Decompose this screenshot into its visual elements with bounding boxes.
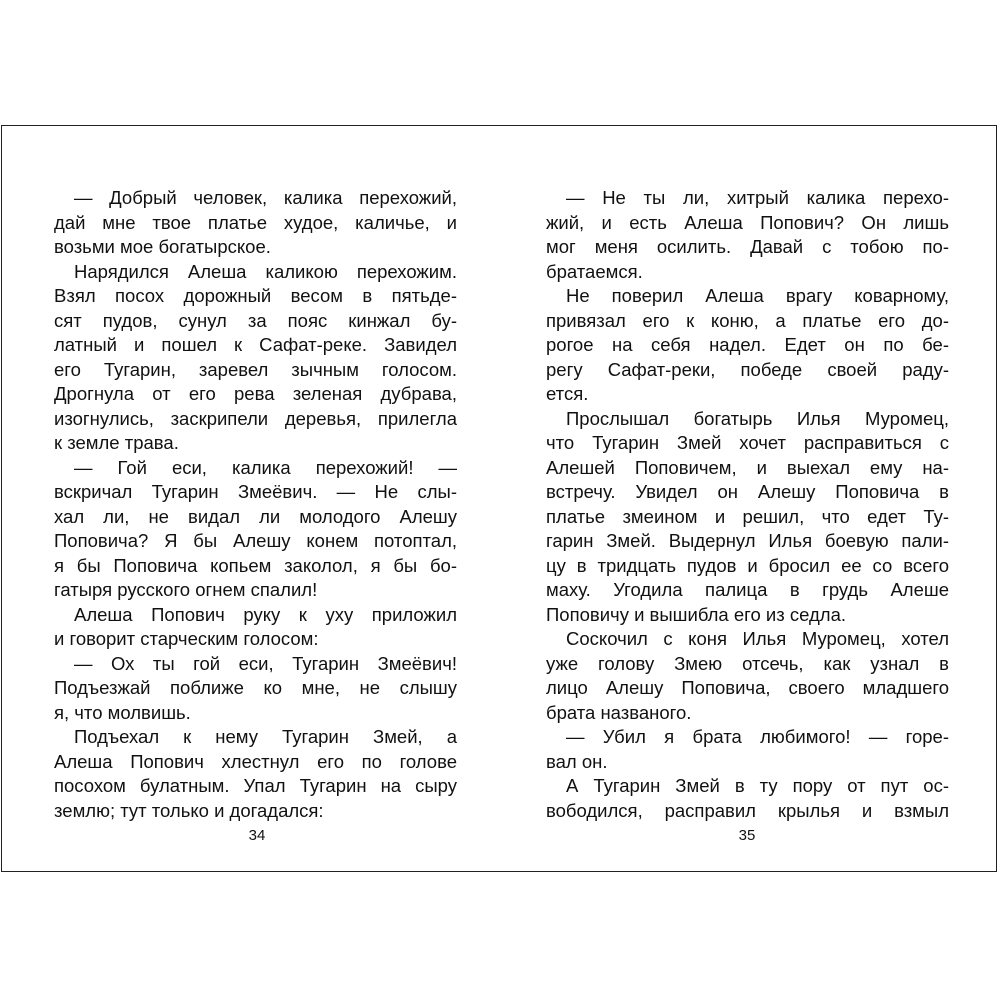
- text-line: А Тугарин Змей в ту пору от пут ос-: [566, 775, 949, 796]
- text-line: Подъезжай поближе ко мне, не слышу: [54, 677, 457, 698]
- text-line: Алеша Попович хлестнул его по голове: [54, 750, 457, 772]
- text-line: я бы Поповича копьем заколол, я бы бо-: [54, 554, 457, 576]
- text-line: латный и пошел к Сафат-реке. Завидел: [54, 334, 457, 355]
- text-line: Поповичу и вышибла его из седла.: [546, 603, 847, 625]
- left-page: [54, 186, 457, 823]
- text-line: сят пудов, сунул за пояс кинжал бу-: [54, 309, 457, 331]
- text-line: его Тугарин, заревел зычным голосом.: [54, 358, 457, 380]
- text-line: гарин Змей. Выдернул Илья боевую пали-: [546, 530, 949, 551]
- text-line: Прослышал богатырь Илья Муромец,: [566, 407, 949, 429]
- text-line: встречу. Увидел он Алешу Поповича в: [546, 481, 949, 502]
- text-line: мог меня осилить. Давай с тобою по-: [546, 236, 949, 257]
- page-number-left: 34: [248, 827, 266, 844]
- text-line: привязал его к коню, а платье его до-: [546, 309, 949, 331]
- text-line: уже голову Змею отсечь, как узнал в: [546, 652, 949, 674]
- text-line: что Тугарин Змей хочет расправиться с: [546, 432, 949, 453]
- text-line: брата названого.: [546, 701, 692, 723]
- text-line: Взял посох дорожный весом в пятьде-: [54, 285, 457, 306]
- text-line: рогое на себя надел. Едет он по бе-: [546, 334, 949, 355]
- text-line: гатыря русского огнем спалил!: [54, 579, 318, 600]
- text-line: к земле трава.: [54, 432, 179, 453]
- page-number-right: 35: [738, 827, 756, 844]
- text-line: дай мне твое платье худое, каличье, и: [54, 211, 457, 233]
- text-line: Нарядился Алеша каликою перехожим.: [74, 260, 457, 282]
- text-line: — Гой еси, калика перехожий! —: [74, 456, 457, 478]
- text-line: регу Сафат-реки, победе своей раду-: [546, 358, 949, 380]
- text-line: вал он.: [546, 750, 608, 772]
- text-line: изогнулись, заскрипели деревья, прилегла: [54, 407, 457, 429]
- text-line: Алеша Попович руку к уху приложил: [74, 603, 457, 625]
- text-line: землю; тут только и догадался:: [54, 799, 324, 821]
- text-line: Соскочил с коня Илья Муромец, хотел: [566, 628, 949, 649]
- text-line: — Ох ты гой еси, Тугарин Змеёвич!: [74, 652, 457, 674]
- text-line: Не поверил Алеша врагу коварному,: [566, 285, 949, 306]
- text-line: я, что молвишь.: [54, 701, 191, 723]
- text-line: вободился, расправил крылья и взмыл: [546, 799, 949, 821]
- text-line: братаемся.: [546, 260, 643, 282]
- text-line: посохом булатным. Упал Тугарин на сыру: [54, 775, 457, 796]
- text-line: маху. Угодила палица в грудь Алеше: [546, 579, 949, 600]
- text-line: и говорит старческим голосом:: [54, 628, 319, 649]
- text-line: вскричал Тугарин Змеёвич. — Не слы-: [54, 481, 457, 502]
- text-line: Подъехал к нему Тугарин Змей, а: [74, 726, 457, 747]
- text-line: Дрогнула от его рева зеленая дубрава,: [54, 383, 457, 404]
- right-page: [546, 186, 949, 823]
- book-spread: [1, 125, 997, 872]
- text-line: — Убил я брата любимого! — горе-: [566, 726, 949, 747]
- text-line: цу в тридцать пудов и бросил ее со всего: [546, 554, 949, 576]
- text-line: — Не ты ли, хитрый калика перехо-: [566, 187, 949, 208]
- text-line: жий, и есть Алеша Попович? Он лишь: [546, 211, 949, 233]
- text-line: — Добрый человек, калика перехожий,: [74, 187, 457, 208]
- text-line: ется.: [546, 383, 589, 404]
- text-line: платье змеином и решил, что едет Ту-: [546, 505, 949, 527]
- text-line: возьми мое богатырское.: [54, 236, 271, 257]
- text-line: Алешей Поповичем, и выехал ему на-: [546, 456, 949, 478]
- text-line: Поповича? Я бы Алешу конем потоптал,: [54, 530, 457, 551]
- text-line: лицо Алешу Поповича, своего младшего: [546, 677, 949, 698]
- text-line: хал ли, не видал ли молодого Алешу: [54, 505, 457, 527]
